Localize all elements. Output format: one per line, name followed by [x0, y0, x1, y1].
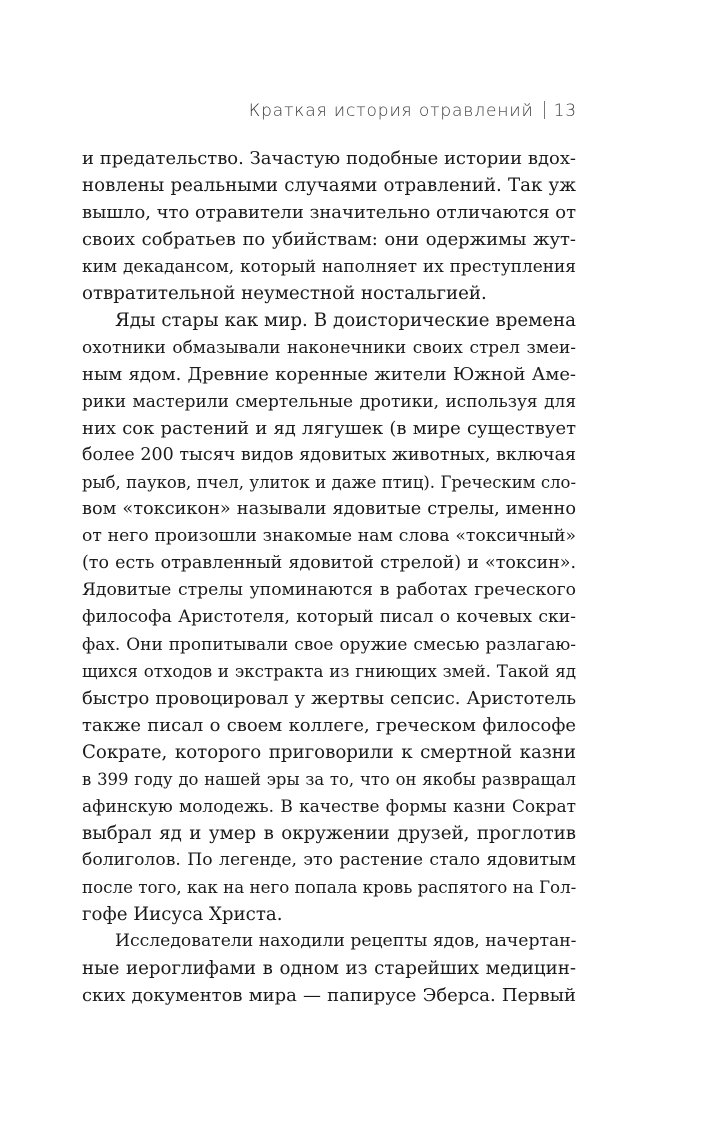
- text-line: более 200 тысяч видов ядовитых животных, включая: [82, 445, 576, 465]
- text-line: быстро провоцировал у жертвы сепсис. Аристотель: [82, 688, 576, 709]
- text-line: ских документов мира — папирусе Эберса. Первый: [82, 985, 576, 1006]
- text-line: болиголов. По легенде, это растение стало ядовитым: [82, 850, 576, 870]
- text-line: ные иероглифами в одном из старейших медицин-: [82, 958, 576, 979]
- text-line: новлены реальными случаями отравлений. Так уж: [82, 175, 576, 196]
- text-line: философа Аристотеля, который писал о кочевых ски-: [82, 607, 576, 627]
- text-line: ким декадансом, который наполняет их преступления: [82, 256, 576, 276]
- text-line: гофе Иисуса Христа.: [82, 904, 283, 925]
- text-line: Ядовитые стрелы упоминаются в работах греческого: [82, 580, 576, 600]
- page-body: [82, 145, 576, 1009]
- text-line: также писал о своем коллеге, греческом философе: [82, 715, 576, 736]
- text-line: от него произошли знакомые нам слова «токсичный»: [82, 526, 576, 546]
- text-line: них сок растений и яд лягушек (в мире существует: [82, 418, 576, 439]
- text-line: афинскую молодежь. В качестве формы казни Сократ: [82, 796, 576, 816]
- text-line: охотники обмазывали наконечники своих стрел змеи-: [82, 337, 576, 357]
- text-line: рики мастерили смертельные дротики, используя для: [82, 391, 576, 411]
- text-line: (то есть отравленный ядовитой стрелой) и «токсин».: [82, 553, 576, 573]
- text-line: и предательство. Зачастую подобные истории вдох-: [82, 148, 576, 169]
- text-line: вышло, что отравители значительно отличаются от: [82, 202, 576, 223]
- text-line: фах. Они пропитывали свое оружие смесью разлагаю-: [82, 634, 576, 654]
- text-line: ным ядом. Древние коренные жители Южной Аме-: [82, 364, 576, 385]
- running-head-title: Краткая история отравлений: [248, 101, 534, 121]
- text-line: Исследователи находили рецепты ядов, начертан-: [115, 931, 576, 951]
- text-line: вом «токсикон» называли ядовитые стрелы, именно: [82, 499, 576, 519]
- text-line: своих собратьев по убийствам: они одержимы жут-: [82, 229, 576, 250]
- text-line: в 399 году до нашей эры за то, что он якобы развращал: [82, 770, 576, 789]
- header-separator: [544, 101, 545, 119]
- text-line: Сократе, которого приговорили к смертной казни: [82, 742, 576, 763]
- text-line: щихся отходов и экстракта из гниющих змей. Такой яд: [82, 661, 576, 681]
- page-number: 13: [553, 101, 577, 121]
- text-line: выбрал яд и умер в окружении друзей, проглотив: [82, 823, 576, 844]
- text-line: Яды стары как мир. В доисторические времена: [115, 310, 576, 331]
- text-line: после того, как на него попала кровь распятого на Гол-: [82, 877, 576, 897]
- text-line: отвратительной неуместной ностальгией.: [82, 283, 487, 304]
- text-line: рыб, пауков, пчел, улиток и даже птиц). Греческим сло-: [82, 473, 576, 492]
- running-head: [249, 101, 577, 121]
